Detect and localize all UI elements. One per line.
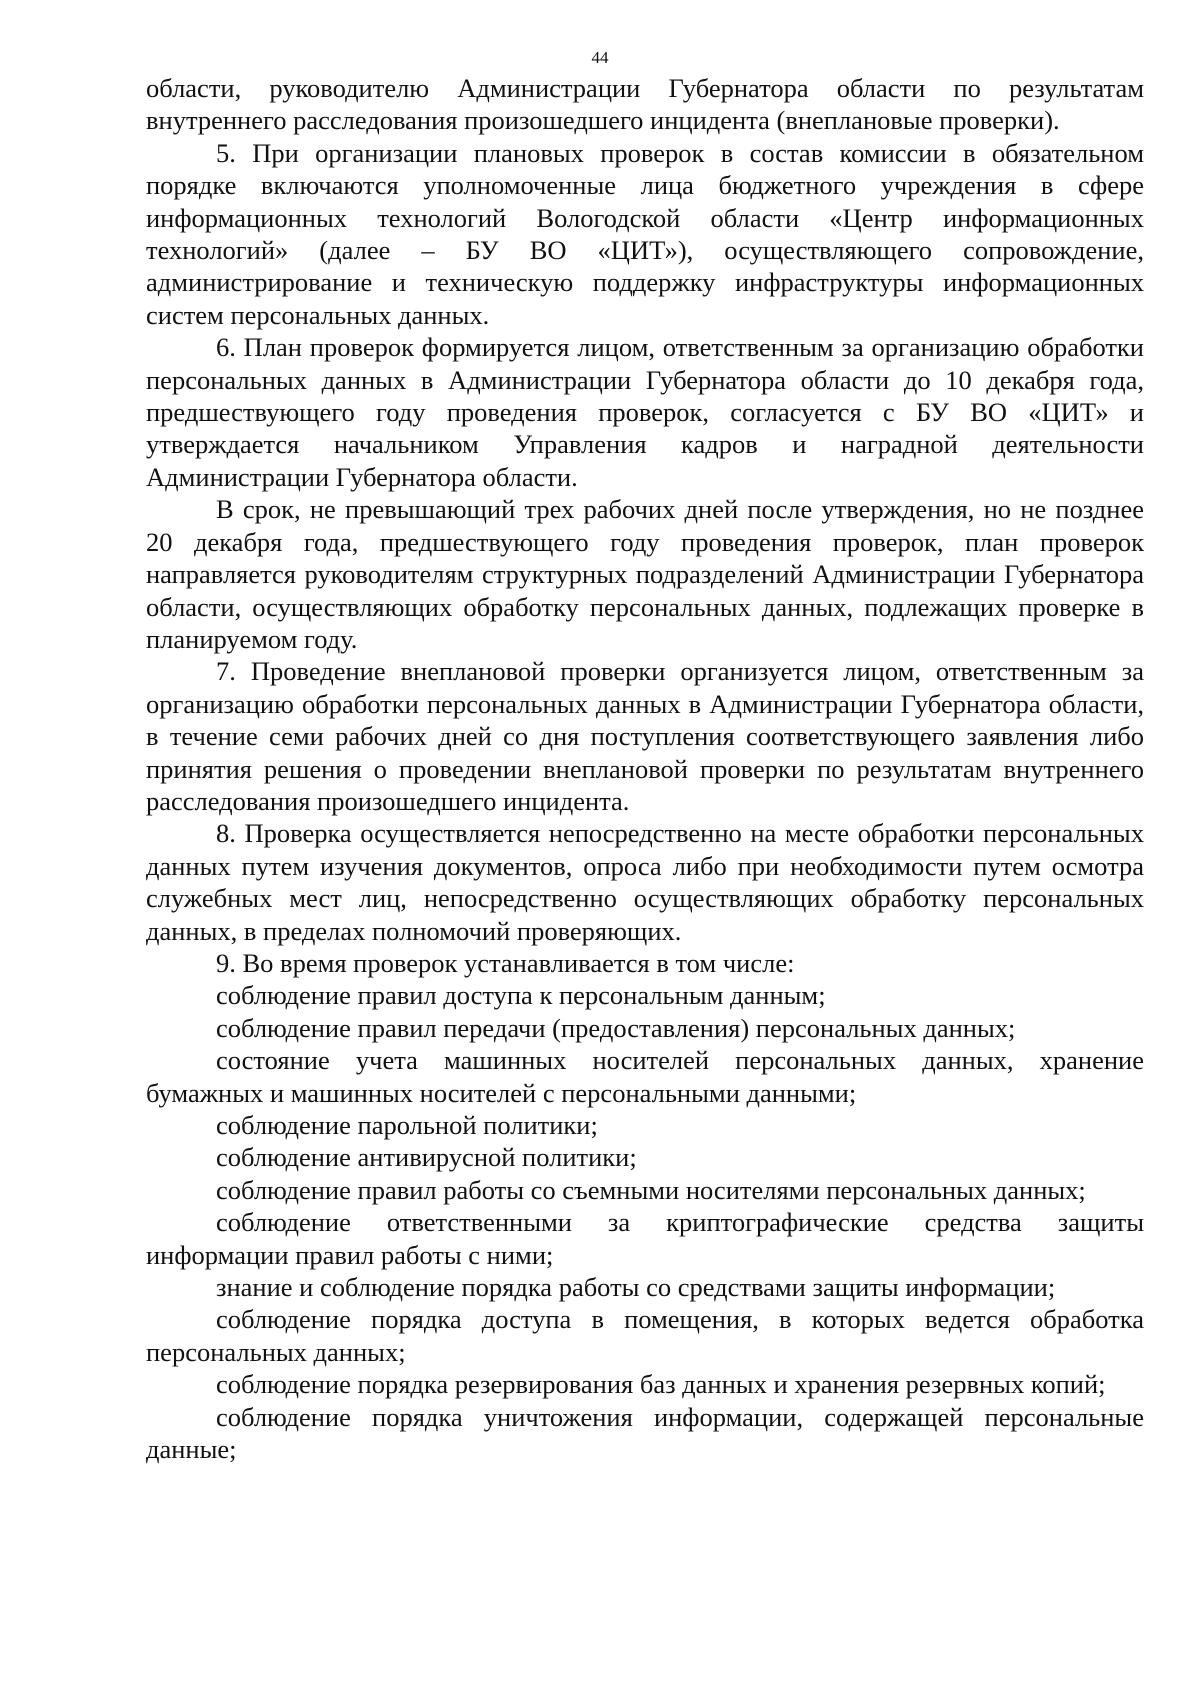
paragraph-item-7: 7. Проведение внеплановой проверки организуется лицом, ответственным за организацию обработки персональных данных в Администрации Губернатора области, в течение семи рабочих дней со дня поступления соответствующего заявления либо принятия решения о проведении внеплановой проверки по результатам внутреннего расследования произошедшего инцидента. (146, 656, 1144, 816)
list-item: соблюдение порядка резервирования баз данных и хранения резервных копий; (216, 1369, 1106, 1400)
list-item: соблюдение ответственными за криптографические средства защиты информации правил работы с ними; (146, 1207, 1144, 1270)
list-item: соблюдение правил передачи (предоставления) персональных данных; (216, 1012, 1016, 1043)
paragraph-item-6: 6. План проверок формируется лицом, ответственным за организацию обработки персональных данных в Администрации Губернатора области до 10 декабря года, предшествующего году проведения проверок, согласуется с БУ ВО «ЦИТ» и утверждается начальником Управления кадров и наградной деятельности Администрации Губернатора области. (146, 332, 1144, 492)
list-item: соблюдение парольной политики; (216, 1110, 598, 1140)
list-item: соблюдение порядка уничтожения информации, содержащей персональные данные; (146, 1401, 1144, 1465)
paragraph-item-8: 8. Проверка осуществляется непосредственно на месте обработки персональных данных путем изучения документов, опроса либо при необходимости путем осмотра служебных мест лиц, непосредственно осуществляющих обработку персональных данных, в пределах полномочий проверяющих. (146, 818, 1144, 946)
paragraph-continuation: области, руководителю Администрации Губернатора области по результатам внутреннего расследования произошедшего инцидента (внеплановые проверки). (146, 73, 1144, 136)
list-item: соблюдение правил работы со съемными носителями персональных данных; (216, 1174, 1086, 1205)
page-number: 44 (591, 48, 609, 67)
document-body (146, 72, 1144, 1465)
list-item: соблюдение порядка доступа в помещения, в которых ведется обработка персональных данных; (146, 1304, 1144, 1367)
paragraph-plan-deadline: В срок, не превышающий трех рабочих дней после утверждения, но не позднее 20 декабря года, предшествующего году проведения проверок, план проверок направляется руководителям структурных подразделений Администрации Губернатора области, осуществляющих обработку персональных данных, подлежащих проверке в планируемом году. (146, 494, 1144, 654)
list-item: знание и соблюдение порядка работы со средствами защиты информации; (216, 1272, 1056, 1303)
list-item: соблюдение антивирусной политики; (216, 1142, 637, 1173)
list-item: соблюдение правил доступа к персональным данным; (216, 980, 826, 1011)
paragraph-item-5: 5. При организации плановых проверок в состав комиссии в обязательном порядке включаются уполномоченные лица бюджетного учреждения в сфере информационных технологий Вологодской области «Центр информационных технологий» (далее – БУ ВО «ЦИТ»), осуществляющего сопровождение, администрирование и техническую поддержку инфраструктуры информационных систем персональных данных. (146, 137, 1144, 330)
list-item: состояние учета машинных носителей персональных данных, хранение бумажных и машинных носителей с персональными данными; (146, 1045, 1144, 1108)
paragraph-item-9: 9. Во время проверок устанавливается в том числе: (216, 947, 795, 978)
